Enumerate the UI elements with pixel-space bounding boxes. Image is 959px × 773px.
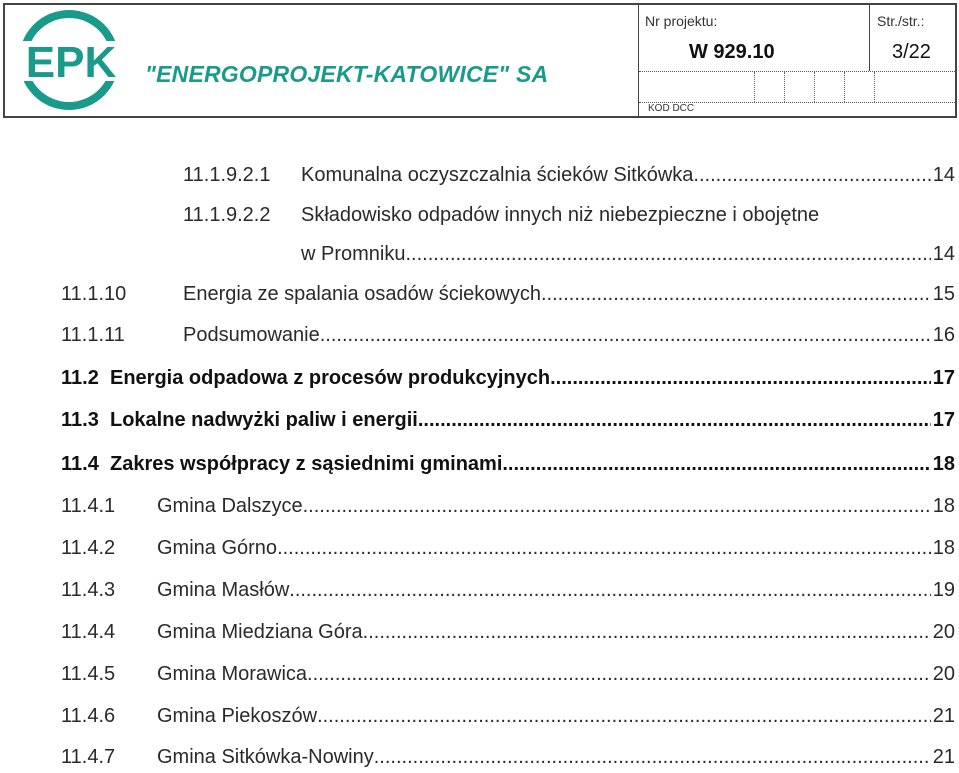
toc-leader bbox=[363, 618, 931, 646]
toc-number: 11.4.2 bbox=[61, 537, 116, 559]
toc-leader bbox=[303, 492, 931, 520]
toc-number: 11.3 bbox=[61, 409, 99, 431]
page-number: 3/22 bbox=[892, 41, 931, 63]
toc-number: 11.4.4 bbox=[61, 621, 116, 643]
company-name: "ENERGOPROJEKT-KATOWICE" SA bbox=[145, 61, 549, 87]
toc-leader bbox=[541, 280, 931, 308]
toc-leader bbox=[289, 576, 930, 604]
toc-entry[interactable] bbox=[61, 534, 955, 562]
toc-leader bbox=[317, 702, 931, 730]
toc-entry[interactable] bbox=[61, 280, 955, 308]
toc-number: 11.1.10 bbox=[61, 283, 127, 305]
toc-page: 20 bbox=[932, 663, 955, 685]
toc-number: 11.4.6 bbox=[61, 705, 116, 727]
toc-title: Podsumowanie bbox=[183, 324, 320, 346]
toc-page: 16 bbox=[932, 324, 955, 346]
toc-page: 21 bbox=[932, 746, 955, 768]
toc-entry[interactable] bbox=[183, 201, 955, 229]
toc-page: 17 bbox=[932, 367, 955, 389]
project-number: W 929.10 bbox=[689, 41, 775, 63]
toc-title: Gmina Morawica bbox=[157, 663, 308, 685]
toc-leader bbox=[550, 364, 931, 392]
toc-title: Gmina Piekoszów bbox=[157, 705, 318, 727]
code-box bbox=[785, 72, 815, 102]
toc-page: 18 bbox=[932, 453, 955, 475]
toc-page: 15 bbox=[932, 283, 955, 305]
toc-entry[interactable] bbox=[61, 576, 955, 604]
toc-title: Składowisko odpadów innych niż niebezpieczne i obojętne bbox=[301, 204, 820, 226]
code-box bbox=[755, 72, 785, 102]
toc-number: 11.4 bbox=[61, 453, 99, 475]
toc-title: w Promniku bbox=[301, 243, 406, 265]
toc-title: Gmina Dalszyce bbox=[157, 495, 303, 517]
toc-title: Energia ze spalania osadów ściekowych bbox=[183, 283, 541, 305]
header-divider bbox=[869, 5, 870, 71]
toc-entry[interactable] bbox=[61, 702, 955, 730]
toc-title: Komunalna oczyszczalnia ścieków Sitkówka bbox=[301, 164, 694, 186]
toc-entry[interactable] bbox=[61, 450, 955, 478]
toc-number: 11.1.11 bbox=[61, 324, 125, 346]
toc-title: Zakres współpracy z sąsiednimi gminami bbox=[110, 453, 503, 475]
toc-entry[interactable] bbox=[61, 660, 955, 688]
code-box bbox=[845, 72, 875, 102]
logo-text: EPK bbox=[25, 38, 117, 87]
toc-number: 11.4.3 bbox=[61, 579, 116, 601]
toc-entry[interactable] bbox=[183, 240, 955, 268]
toc-number: 11.1.9.2.1 bbox=[183, 164, 271, 186]
toc-entry[interactable] bbox=[183, 161, 955, 189]
toc-number: 11.1.9.2.2 bbox=[183, 204, 271, 226]
epk-logo-icon bbox=[11, 7, 131, 113]
toc-page: 14 bbox=[932, 164, 955, 186]
toc-page: 18 bbox=[932, 495, 955, 517]
toc-leader bbox=[418, 406, 931, 434]
toc-leader bbox=[320, 321, 931, 349]
toc-number: 11.2 bbox=[61, 367, 99, 389]
toc-number: 11.4.7 bbox=[61, 746, 116, 768]
toc-title: Energia odpadowa z procesów produkcyjnych bbox=[110, 367, 551, 389]
toc-title: Gmina Sitkówka-Nowiny bbox=[157, 746, 374, 768]
logo-cell bbox=[5, 5, 639, 116]
toc-leader bbox=[693, 161, 930, 189]
toc-entry[interactable] bbox=[61, 618, 955, 646]
toc-title: Gmina Miedziana Góra bbox=[157, 621, 363, 643]
toc-leader bbox=[374, 743, 931, 771]
toc-page: 14 bbox=[932, 243, 955, 265]
code-box bbox=[725, 72, 755, 102]
toc-leader bbox=[307, 660, 931, 688]
toc-page: 20 bbox=[932, 621, 955, 643]
toc-title: Gmina Masłów bbox=[157, 579, 290, 601]
toc-title: Gmina Górno bbox=[157, 537, 278, 559]
toc-page: 19 bbox=[932, 579, 955, 601]
toc-title: Lokalne nadwyżki paliw i energii bbox=[110, 409, 418, 431]
toc-page: 21 bbox=[932, 705, 955, 727]
toc-number: 11.4.5 bbox=[61, 663, 116, 685]
toc-entry[interactable] bbox=[61, 364, 955, 392]
toc-page: 17 bbox=[932, 409, 955, 431]
toc-entry[interactable] bbox=[61, 406, 955, 434]
toc-leader bbox=[405, 240, 930, 268]
toc-page: 18 bbox=[932, 537, 955, 559]
kod-dcc-label: KOD DCC bbox=[648, 103, 695, 114]
toc-leader bbox=[277, 534, 931, 562]
toc-entry[interactable] bbox=[61, 743, 955, 771]
toc-number: 11.4.1 bbox=[61, 495, 116, 517]
page-label: Str./str.: bbox=[877, 13, 925, 29]
toc-leader bbox=[502, 450, 930, 478]
project-label: Nr projektu: bbox=[645, 13, 718, 29]
code-box bbox=[815, 72, 845, 102]
toc-entry[interactable] bbox=[61, 321, 955, 349]
toc-entry[interactable] bbox=[61, 492, 955, 520]
document-header bbox=[3, 3, 957, 118]
